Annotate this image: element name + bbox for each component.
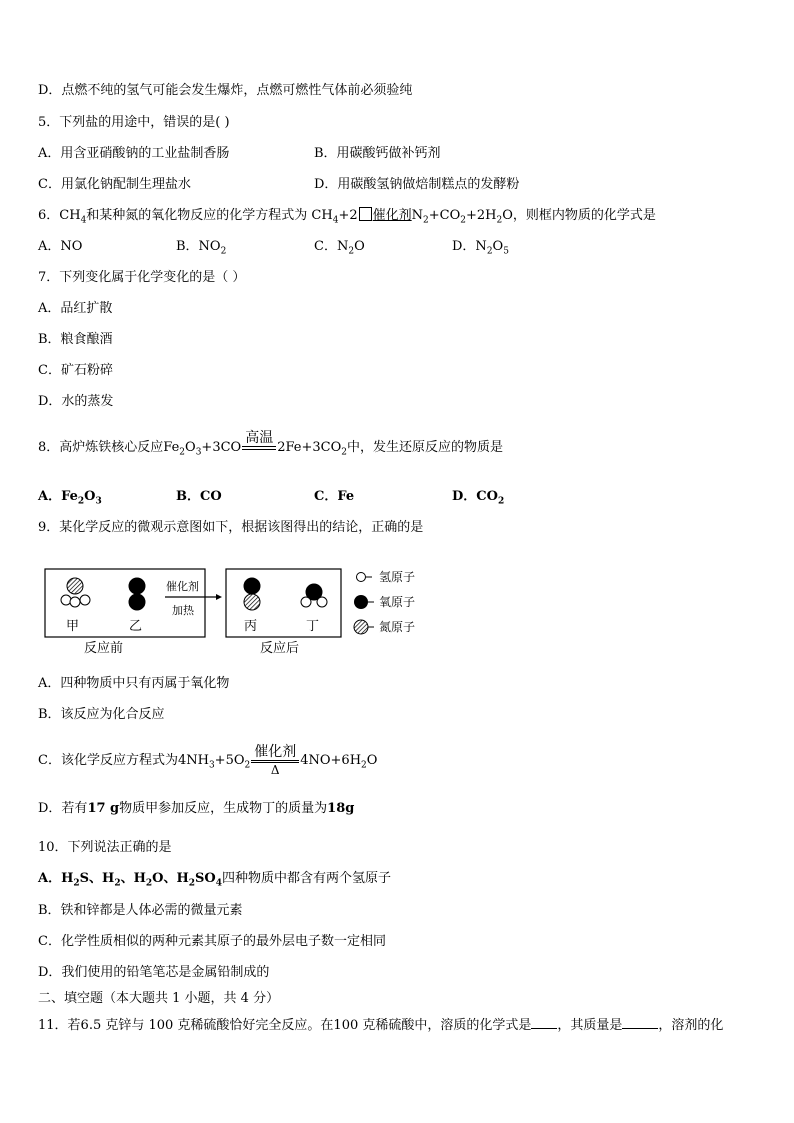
q7-option-a: A．品红扩散: [38, 301, 113, 316]
q6-option-b: B．$NO_2$: [176, 239, 227, 257]
q10-stem: 10．下列说法正确的是: [38, 840, 172, 855]
q9-option-c: C．该化学反应方程式为$4NH_3+5O_2$ 催化剂 Δ $4NO+6H_2O$: [38, 743, 378, 777]
q4-option-d: D．点燃不纯的氢气可能会发生爆炸，点燃可燃性气体前必须验纯: [38, 83, 413, 98]
q5-option-c: C．用氯化钠配制生理盐水: [38, 177, 191, 192]
q8-option-c: C．Fe: [314, 489, 355, 504]
q11-stem: 11．若6.5 克锌与 100 克稀硫酸恰好完全反应。在100 克稀硫酸中，溶质的化学式是 ，其质量是 ，溶剂的化: [38, 1018, 724, 1033]
label-bing: 丙: [244, 619, 258, 634]
reaction-diagram: [40, 560, 440, 660]
q7-option-b: B．粮食酿酒: [38, 332, 113, 347]
q10-option-b: B．铁和锌都是人体必需的微量元素: [38, 903, 243, 918]
arrow-top-label: 催化剂: [166, 580, 199, 593]
q5-stem: 5．下列盐的用途中，错误的是( ): [38, 115, 230, 130]
q8-option-b: B．CO: [176, 489, 222, 504]
q6-stem: 6．$CH_4$和某种氮的氧化物反应的化学方程式为 $CH_4+2$ 催化剂$N_2+CO_2+2H_2O$，则框内物质的化学式是: [38, 208, 656, 226]
label-yi: 乙: [129, 619, 143, 634]
label-after: 反应后: [260, 641, 300, 656]
label-before: 反应前: [84, 641, 124, 656]
q5-option-d: D．用碳酸氢钠做焙制糕点的发酵粉: [314, 177, 520, 192]
arrow-bottom-label: 加热: [172, 604, 194, 617]
q9-stem: 9．某化学反应的微观示意图如下，根据该图得出的结论，正确的是: [38, 520, 424, 535]
q10-option-c: C．化学性质相似的两种元素其原子的最外层电子数一定相同: [38, 934, 386, 949]
q10-option-d: D．我们使用的铅笔笔芯是金属铅制成的: [38, 965, 270, 980]
q5-option-b: B．用碳酸钙做补钙剂: [314, 146, 441, 161]
blank-box: [359, 207, 372, 221]
q9-option-d: D．若有17 g物质甲参加反应，生成物丁的质量为18g: [38, 801, 355, 816]
q7-option-c: C．矿石粉碎: [38, 363, 113, 378]
legend-nitrogen: 氮原子: [379, 620, 416, 634]
q10-option-a: A．$H_2S$、$H_2$、$H_2O$、$H_2SO_4$四种物质中都含有两个氢原子: [38, 871, 392, 889]
q6-option-a: A．NO: [38, 239, 83, 254]
q9-condition: 催化剂 Δ: [251, 745, 299, 777]
label-jia: 甲: [66, 619, 80, 634]
q8-stem: 8．高炉炼铁核心反应$Fe_2O_3+3CO$ 高温 $2Fe+3CO_2$中，发生还原反应的物质是: [38, 430, 503, 471]
q7-stem: 7．下列变化属于化学变化的是（ ）: [38, 270, 246, 285]
answer-blank[interactable]: [531, 1016, 557, 1029]
q5-option-a: A．用含亚硝酸钠的工业盐制香肠: [38, 146, 230, 161]
catalyst-label: 催化剂: [372, 208, 412, 223]
legend-hydrogen: 氢原子: [379, 570, 416, 584]
q9-option-a: A．四种物质中只有丙属于氧化物: [38, 676, 230, 691]
q6-option-d: D．$N_2O_5$: [452, 239, 509, 257]
answer-blank[interactable]: [622, 1016, 658, 1029]
legend-oxygen: 氧原子: [379, 595, 416, 609]
q8-option-a: A．$Fe_2O_3$: [38, 489, 102, 507]
section-title: 二、填空题（本大题共 1 小题，共 4 分）: [38, 991, 280, 1006]
q8-condition: 高温: [242, 431, 276, 464]
q9-option-b: B．该反应为化合反应: [38, 707, 165, 722]
q7-option-d: D．水的蒸发: [38, 394, 114, 409]
q6-option-c: C．$N_2O$: [314, 239, 365, 257]
label-ding: 丁: [306, 619, 320, 634]
q8-option-d: D．$CO_2$: [452, 489, 505, 507]
